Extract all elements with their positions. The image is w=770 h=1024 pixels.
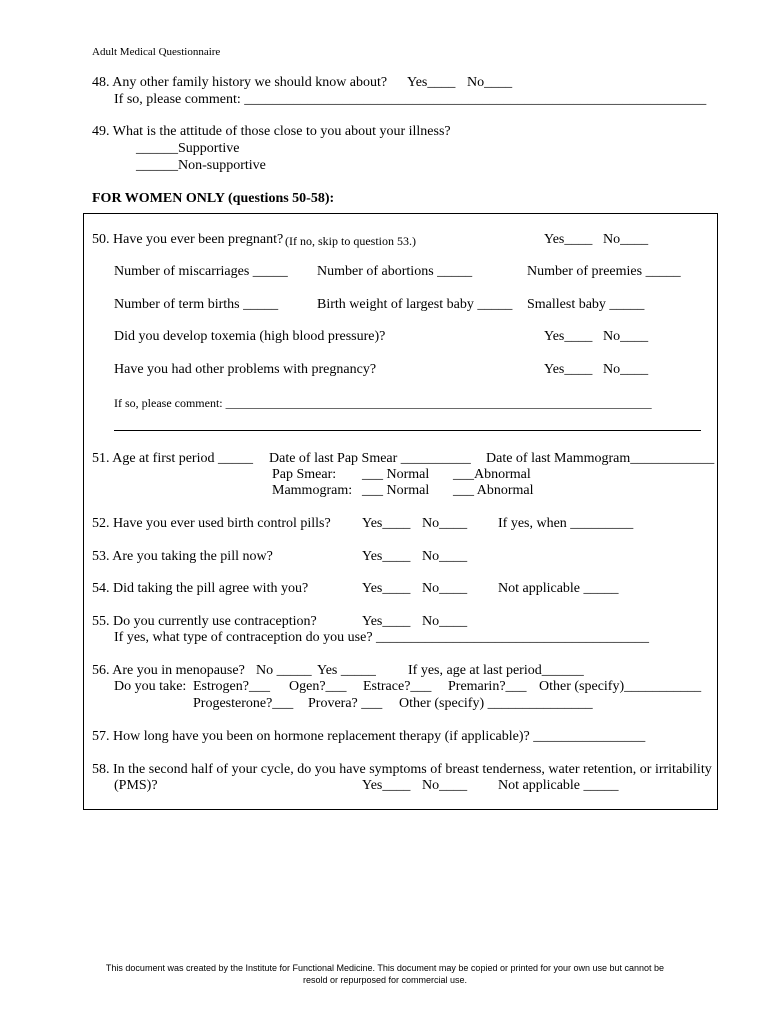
q54-not-applicable-field[interactable]: Not applicable _____ bbox=[498, 581, 619, 596]
q48-no-field[interactable]: No____ bbox=[467, 75, 513, 90]
q54-question: 54. Did taking the pill agree with you? bbox=[92, 581, 309, 596]
pap-date-field[interactable]: Date of last Pap Smear __________ bbox=[269, 451, 471, 466]
other-specify-field-2[interactable]: Other (specify) _______________ bbox=[399, 696, 593, 711]
smallest-baby-field[interactable]: Smallest baby _____ bbox=[527, 297, 645, 312]
q55-yes-field[interactable]: Yes____ bbox=[362, 614, 411, 629]
q53-no-field[interactable]: No____ bbox=[422, 549, 468, 564]
premarin-field[interactable]: Premarin?___ bbox=[448, 679, 527, 694]
q49-supportive-option[interactable]: ______Supportive bbox=[136, 141, 240, 156]
abortions-field[interactable]: Number of abortions _____ bbox=[317, 264, 473, 279]
q50-question: 50. Have you ever been pregnant? bbox=[92, 232, 284, 247]
other-problems-yes-field[interactable]: Yes____ bbox=[544, 362, 593, 377]
q58-question: 58. In the second half of your cycle, do you have symptoms of breast tenderness, water retention, or irritability bbox=[92, 762, 712, 777]
other-specify-field-1[interactable]: Other (specify)___________ bbox=[539, 679, 702, 694]
pap-abnormal-field[interactable]: ___Abnormal bbox=[453, 467, 531, 482]
other-problems-no-field[interactable]: No____ bbox=[603, 362, 649, 377]
q56-take-label: Do you take: bbox=[114, 679, 187, 694]
footer-notice bbox=[0, 962, 770, 986]
q56-no-field[interactable]: No _____ bbox=[256, 663, 312, 678]
footer-line-1: This document was created by the Institute for Functional Medicine. This document may be copied or printed for your own use but cannot be bbox=[105, 963, 665, 973]
q50-yes-field[interactable]: Yes____ bbox=[544, 232, 593, 247]
q58-pms-label: (PMS)? bbox=[114, 778, 158, 793]
q56-age-field[interactable]: If yes, age at last period______ bbox=[408, 663, 584, 678]
other-problems-question: Have you had other problems with pregnancy? bbox=[114, 362, 377, 377]
q52-no-field[interactable]: No____ bbox=[422, 516, 468, 531]
toxemia-no-field[interactable]: No____ bbox=[603, 329, 649, 344]
q52-when-field[interactable]: If yes, when _________ bbox=[498, 516, 634, 531]
q54-yes-field[interactable]: Yes____ bbox=[362, 581, 411, 596]
q55-question: 55. Do you currently use contraception? bbox=[92, 614, 317, 629]
mammogram-abnormal-field[interactable]: ___ Abnormal bbox=[453, 483, 534, 498]
q55-type-field[interactable]: If yes, what type of contraception do you use? _______________________________________ bbox=[114, 630, 650, 645]
q56-question: 56. Are you in menopause? bbox=[92, 663, 245, 678]
q58-yes-field[interactable]: Yes____ bbox=[362, 778, 411, 793]
q48-yes-field[interactable]: Yes____ bbox=[407, 75, 456, 90]
q49-question: 49. What is the attitude of those close to you about your illness? bbox=[92, 124, 451, 139]
ogen-field[interactable]: Ogen?___ bbox=[289, 679, 347, 694]
q50-comment-line[interactable] bbox=[114, 430, 701, 431]
mammogram-label: Mammogram: bbox=[272, 483, 353, 498]
mammogram-date-field[interactable]: Date of last Mammogram____________ bbox=[486, 451, 715, 466]
term-births-field[interactable]: Number of term births _____ bbox=[114, 297, 279, 312]
document-header: Adult Medical Questionnaire bbox=[92, 46, 221, 58]
preemies-field[interactable]: Number of preemies _____ bbox=[527, 264, 681, 279]
q50-comment-field[interactable]: If so, please comment: _______________________________________________________________________ bbox=[114, 396, 652, 410]
q53-question: 53. Are you taking the pill now? bbox=[92, 549, 273, 564]
progesterone-field[interactable]: Progesterone?___ bbox=[193, 696, 294, 711]
q58-not-applicable-field[interactable]: Not applicable _____ bbox=[498, 778, 619, 793]
birth-weight-field[interactable]: Birth weight of largest baby _____ bbox=[317, 297, 513, 312]
toxemia-yes-field[interactable]: Yes____ bbox=[544, 329, 593, 344]
q55-no-field[interactable]: No____ bbox=[422, 614, 468, 629]
q52-yes-field[interactable]: Yes____ bbox=[362, 516, 411, 531]
q48-question: 48. Any other family history we should know about? bbox=[92, 75, 388, 90]
q51-age-field[interactable]: 51. Age at first period _____ bbox=[92, 451, 253, 466]
pap-smear-label: Pap Smear: bbox=[272, 467, 337, 482]
toxemia-question: Did you develop toxemia (high blood pressure)? bbox=[114, 329, 386, 344]
estrace-field[interactable]: Estrace?___ bbox=[363, 679, 432, 694]
footer-line-2: resold or repurposed for commercial use. bbox=[302, 975, 468, 985]
q58-no-field[interactable]: No____ bbox=[422, 778, 468, 793]
q57-question-field[interactable]: 57. How long have you been on hormone replacement therapy (if applicable)? ________________ bbox=[92, 729, 646, 744]
q50-note: (If no, skip to question 53.) bbox=[285, 234, 416, 248]
q54-no-field[interactable]: No____ bbox=[422, 581, 468, 596]
q56-yes-field[interactable]: Yes _____ bbox=[317, 663, 376, 678]
pap-normal-field[interactable]: ___ Normal bbox=[362, 467, 430, 482]
section-title: FOR WOMEN ONLY (questions 50-58): bbox=[92, 191, 335, 206]
q52-question: 52. Have you ever used birth control pills? bbox=[92, 516, 331, 531]
provera-field[interactable]: Provera? ___ bbox=[308, 696, 383, 711]
estrogen-field[interactable]: Estrogen?___ bbox=[193, 679, 270, 694]
miscarriages-field[interactable]: Number of miscarriages _____ bbox=[114, 264, 288, 279]
q49-non-supportive-option[interactable]: ______Non-supportive bbox=[136, 158, 266, 173]
q48-comment-field[interactable]: If so, please comment: __________________________________________________________________ bbox=[114, 92, 707, 107]
q53-yes-field[interactable]: Yes____ bbox=[362, 549, 411, 564]
mammogram-normal-field[interactable]: ___ Normal bbox=[362, 483, 430, 498]
q50-no-field[interactable]: No____ bbox=[603, 232, 649, 247]
